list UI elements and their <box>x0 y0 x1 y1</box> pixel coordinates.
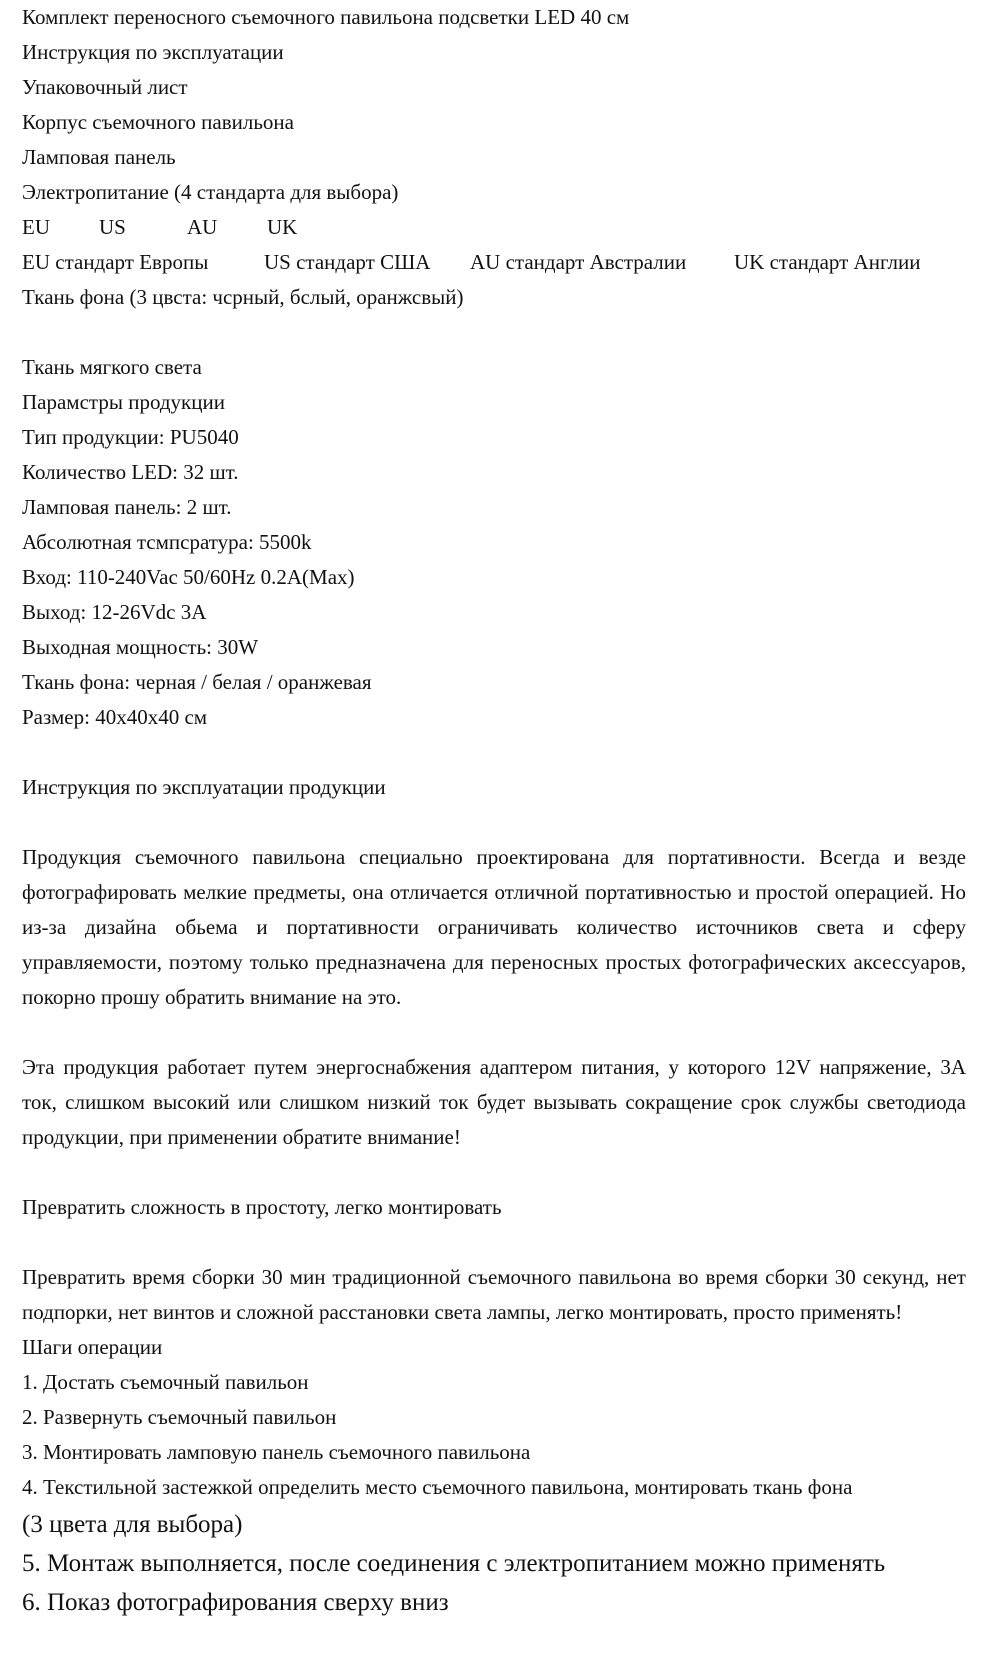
spec-line: Количество LED: 32 шт. <box>22 460 239 484</box>
spec-line: Тип продукции: PU5040 <box>22 425 239 449</box>
kit-item: Упаковочный лист <box>22 75 188 99</box>
kit-item: Корпус съемочного павильона <box>22 110 294 134</box>
spec-line: Выход: 12-26Vdc 3A <box>22 600 207 624</box>
standard-code: US <box>99 215 126 239</box>
standard-name: US стандарт США <box>264 250 431 274</box>
soft-light-line: Ткань мягкого света <box>22 355 202 379</box>
spacer <box>22 735 966 770</box>
assembly-paragraph: Превратить время сборки 30 мин традиционной съемочного павильона во время сборки 30 секунд, нет подпорки, нет винтов и сложной расстановки света лампы, легко монтировать, просто применять! <box>22 1265 966 1324</box>
step-item: 1. Достать съемочный павильон <box>22 1370 309 1394</box>
spec-line: Выходная мощность: 30W <box>22 635 259 659</box>
spacer <box>22 1225 966 1260</box>
step-item: 4. Текстильной застежкой определить место съемочного павильона, монтировать ткань фона <box>22 1475 853 1499</box>
standard-name: UK стандарт Англии <box>734 250 921 274</box>
kit-item: Ламповая панель <box>22 145 176 169</box>
instructions-heading: Инструкция по эксплуатации продукции <box>22 775 386 799</box>
standards-codes-row <box>22 210 966 245</box>
step-item: 3. Монтировать ламповую панель съемочного павильона <box>22 1440 531 1464</box>
steps-heading: Шаги операции <box>22 1335 163 1359</box>
document-page <box>22 0 966 1622</box>
instructions-paragraph: Эта продукция работает путем энергоснабжения адаптером питания, у которого 12V напряжение, 3A ток, слишком высокий или слишком низкий ток будет вызывать сокращение срок службы светодиода продукции, при применении обратите внимание! <box>22 1055 966 1149</box>
standard-code: EU <box>22 215 50 239</box>
spec-line: Размер: 40x40x40 см <box>22 705 208 729</box>
step-item-continued: (3 цвета для выбора) <box>22 1511 243 1538</box>
standard-code: AU <box>187 215 218 239</box>
spec-line: Вход: 110-240Vac 50/60Hz 0.2A(Max) <box>22 565 355 589</box>
spacer <box>22 315 966 350</box>
instructions-paragraph: Продукция съемочного павильона специально проектирована для портативности. Всегда и везде фотографировать мелкие предметы, она отличается отличной портативностью и простой операцией. Но из-за дизайна обьема и портативности ограничивать количество источников света и сферу управляемости, поэтому только предназначена для переносных простых фотографических аксессуаров, покорно прошу обратить внимание на это. <box>22 845 966 1009</box>
spec-line: Ткань фона: черная / белая / оранжевая <box>22 670 372 694</box>
backdrop-line: Ткань фона (3 цвста: чсрный, бслый, оранжсвый) <box>22 285 464 309</box>
step-item: 5. Монтаж выполняется, после соединения с электропитанием можно применять <box>22 1550 886 1577</box>
standard-name: AU стандарт Австралии <box>470 250 687 274</box>
kit-item: Электропитание (4 стандарта для выбора) <box>22 180 399 204</box>
specs-heading: Парамстры продукции <box>22 390 225 414</box>
standard-code: UK <box>267 215 298 239</box>
spacer <box>22 805 966 840</box>
kit-item: Инструкция по эксплуатации <box>22 40 284 64</box>
spec-line: Абсолютная тсмпсратура: 5500k <box>22 530 312 554</box>
assembly-heading: Превратить сложность в простоту, легко монтировать <box>22 1195 502 1219</box>
standards-names-row <box>22 245 966 280</box>
step-item: 6. Показ фотографирования сверху вниз <box>22 1589 449 1616</box>
kit-title: Комплект переносного съемочного павильона подсветки LED 40 см <box>22 5 630 29</box>
spacer <box>22 1015 966 1050</box>
standard-name: EU стандарт Европы <box>22 250 209 274</box>
spacer <box>22 1155 966 1190</box>
spec-line: Ламповая панель: 2 шт. <box>22 495 232 519</box>
step-item: 2. Развернуть съемочный павильон <box>22 1405 337 1429</box>
